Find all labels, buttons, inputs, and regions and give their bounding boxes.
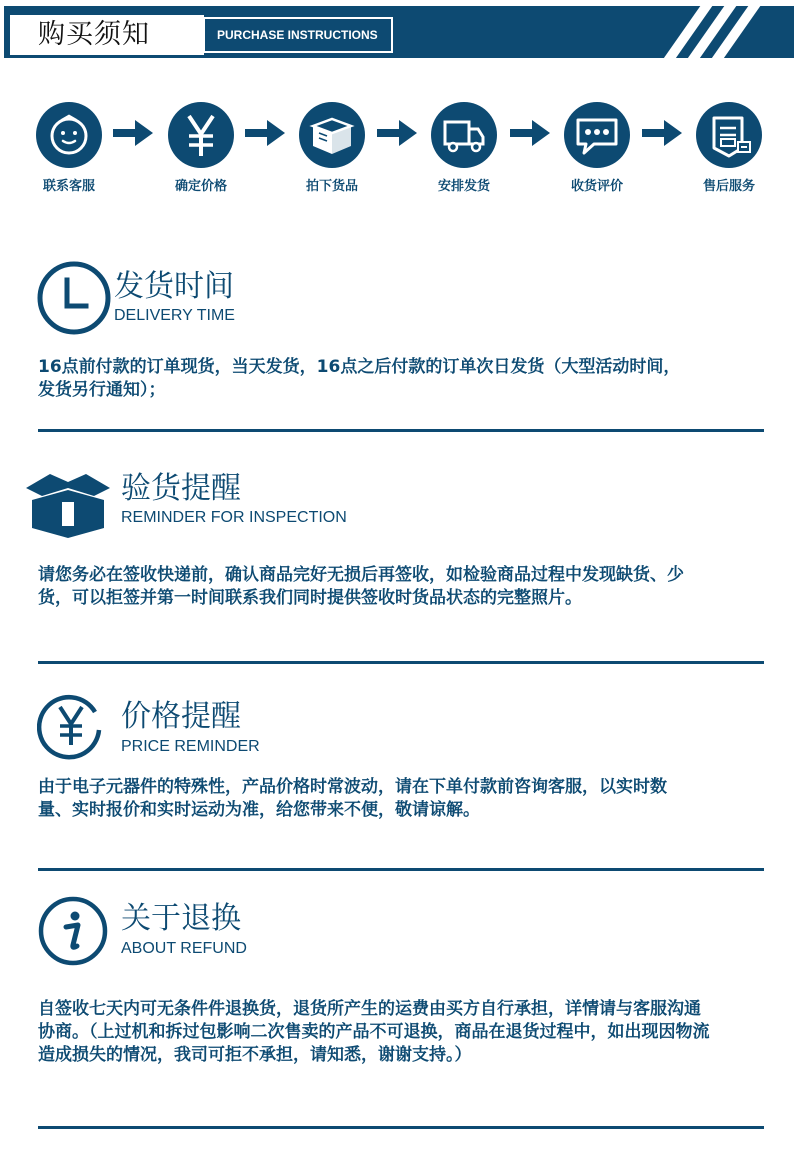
- section-title: 价格提醒: [121, 699, 241, 734]
- section-body: 请您务必在签收快递前，确认商品完好无损后再签收，如检验商品过程中发现缺货、少货，可以拒签并第一时间联系我们同时提供签收时货品状态的完整照片。: [38, 565, 684, 608]
- arrow-right-icon: [377, 118, 417, 148]
- step-after-sale: [689, 102, 769, 194]
- section-title: 发货时间: [114, 269, 234, 304]
- arrow-right-icon: [510, 118, 550, 148]
- section-subtitle: DELIVERY TIME: [114, 307, 235, 324]
- customer-service-face-icon: [36, 102, 102, 168]
- header-banner: [4, 6, 794, 58]
- arrow-right-icon: [642, 118, 682, 148]
- section-divider: [38, 429, 764, 432]
- truck-icon: [431, 102, 497, 168]
- step-contact-service: [29, 102, 109, 194]
- info-icon: [37, 895, 109, 967]
- after-sale-icon: [696, 102, 762, 168]
- header-subtitle-box: [203, 17, 393, 53]
- clock-icon: [36, 260, 112, 336]
- chat-bubble-icon: [564, 102, 630, 168]
- step-label: 售后服务: [702, 179, 755, 194]
- step-confirm-price: [161, 102, 241, 194]
- step-label: 确定价格: [174, 179, 227, 194]
- section-divider: [38, 1126, 764, 1129]
- step-place-order: [292, 102, 372, 194]
- section-subtitle: REMINDER FOR INSPECTION: [121, 509, 347, 526]
- page-subtitle: PURCHASE INSTRUCTIONS: [217, 28, 378, 42]
- section-divider: [38, 661, 764, 664]
- step-receive-review: [557, 102, 637, 194]
- step-label: 安排发货: [437, 179, 490, 194]
- section-title: 验货提醒: [121, 471, 241, 506]
- section-title: 关于退换: [121, 901, 241, 936]
- open-box-icon: [22, 472, 114, 538]
- arrow-right-icon: [113, 118, 153, 148]
- section-body: 自签收七天内可无条件件退换货，退货所产生的运费由买方自行承担，详情请与客服沟通协商。（上过机和拆过包影响二次售卖的产品不可退换，商品在退货过程中，如出现因物流造成损失的情况，我司可拒不承担，请知悉，谢谢支持。）: [38, 999, 710, 1065]
- section-subtitle: PRICE REMINDER: [121, 738, 260, 755]
- section-divider: [38, 868, 764, 871]
- yen-icon: [168, 102, 234, 168]
- section-subtitle: ABOUT REFUND: [121, 940, 247, 957]
- section-body: 由于电子元器件的特殊性，产品价格时常波动，请在下单付款前咨询客服，以实时数量、实时报价和实时运动为准，给您带来不便，敬请谅解。: [38, 777, 667, 820]
- yen-circle-icon: [37, 690, 107, 760]
- step-label: 拍下货品: [305, 179, 358, 194]
- step-label: 收货评价: [570, 179, 623, 194]
- page-title: 购买须知: [38, 19, 150, 50]
- step-arrange-shipping: [424, 102, 504, 194]
- box-icon: [299, 102, 365, 168]
- arrow-right-icon: [245, 118, 285, 148]
- step-label: 联系客服: [42, 179, 95, 194]
- section-body: 16点前付款的订单现货，当天发货，16点之后付款的订单次日发货（大型活动时间，发货另行通知）；: [38, 357, 681, 400]
